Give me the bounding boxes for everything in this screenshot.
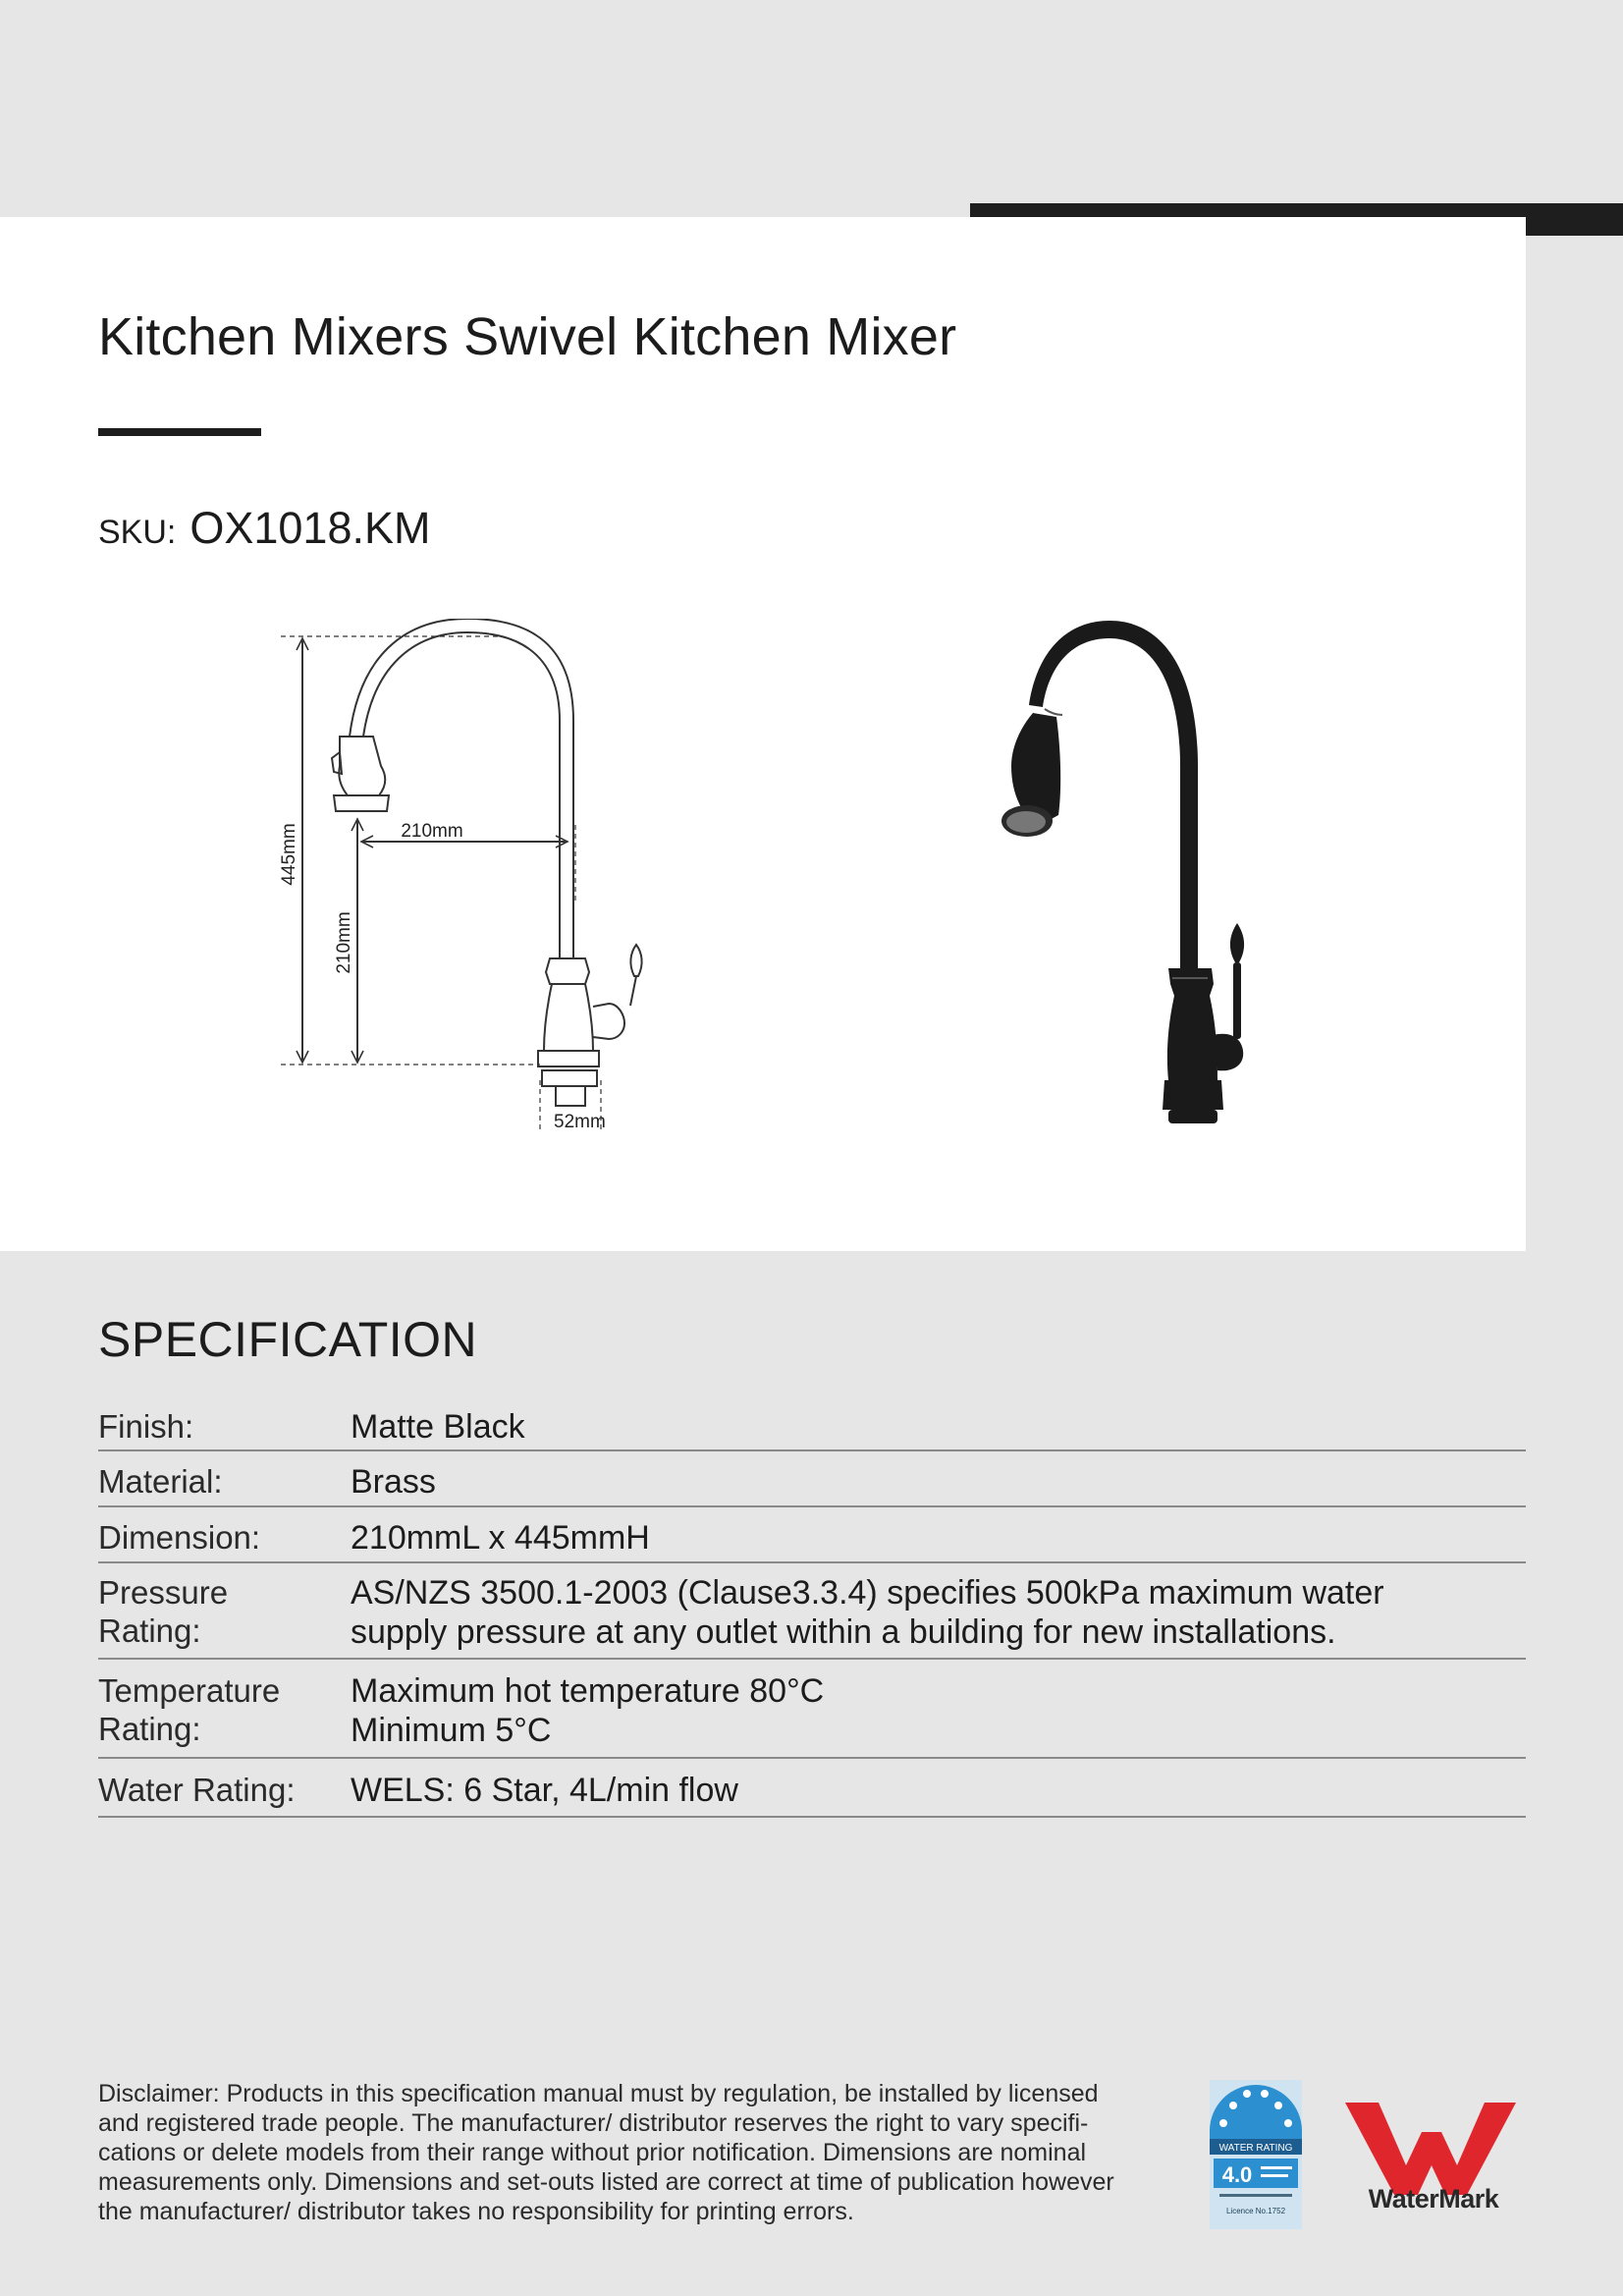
spec-label bbox=[98, 1671, 351, 1757]
spec-label-line: Temperature bbox=[98, 1672, 281, 1709]
spec-label: Material: bbox=[98, 1463, 223, 1500]
spec-value-line: Minimum 5°C bbox=[351, 1712, 552, 1749]
watermark-text: WaterMark bbox=[1368, 2184, 1499, 2214]
base-dimension-label: 52mm bbox=[554, 1112, 606, 1132]
spec-row-pressure-rating bbox=[98, 1563, 1526, 1660]
disclaimer-line: Disclaimer: Products in this specification manual must by regulation, be installed by licensed bbox=[98, 2080, 1099, 2107]
wels-rating-value: 4.0 bbox=[1221, 2162, 1253, 2187]
wels-title: WATER RATING bbox=[1218, 2143, 1293, 2154]
title-underline bbox=[98, 428, 261, 436]
specification-heading: SPECIFICATION bbox=[98, 1312, 478, 1367]
disclaimer-line: measurements only. Dimensions and set-outs listed are correct at time of publication however bbox=[98, 2168, 1114, 2196]
wels-licence: Licence No.1752 bbox=[1225, 2207, 1286, 2215]
spec-value: 210mmL x 445mmH bbox=[351, 1519, 650, 1557]
spec-row-finish bbox=[98, 1398, 1526, 1451]
spec-value bbox=[351, 1671, 1526, 1757]
spec-label-line: Rating: bbox=[98, 1613, 201, 1649]
spec-value-line: supply pressure at any outlet within a building for new installations. bbox=[351, 1613, 1336, 1651]
spec-row-material bbox=[98, 1451, 1526, 1507]
spec-label: Finish: bbox=[98, 1408, 194, 1445]
disclaimer-line: cations or delete models from their range without prior notification. Dimensions are nominal bbox=[98, 2139, 1087, 2166]
sku-label: SKU: bbox=[98, 514, 177, 551]
spec-label: Dimension: bbox=[98, 1519, 261, 1556]
spec-value: Brass bbox=[351, 1463, 436, 1501]
faucet-photo bbox=[972, 619, 1286, 1129]
spec-value-line: AS/NZS 3500.1-2003 (Clause3.3.4) specifies 500kPa maximum water bbox=[351, 1574, 1384, 1612]
spec-value-line: Maximum hot temperature 80°C bbox=[351, 1672, 825, 1710]
disclaimer-line: and registered trade people. The manufacturer/ distributor reserves the right to vary specifi- bbox=[98, 2109, 1089, 2137]
reach-dimension-label: 210mm bbox=[401, 821, 463, 842]
disclaimer-text bbox=[98, 2079, 1168, 2226]
spec-value: WELS: 6 Star, 4L/min flow bbox=[351, 1772, 738, 1809]
page-title: Kitchen Mixers Swivel Kitchen Mixer bbox=[98, 307, 957, 366]
spec-label-line: Pressure bbox=[98, 1574, 229, 1611]
specification-table bbox=[98, 1398, 1526, 1818]
disclaimer-line: the manufacturer/ distributor takes no responsibility for printing errors. bbox=[98, 2198, 854, 2225]
wels-rating-badge bbox=[1210, 2080, 1302, 2229]
faucet-dimension-drawing bbox=[265, 619, 677, 1139]
height-dimension-label: 445mm bbox=[279, 823, 299, 886]
spout-height-dimension-label: 210mm bbox=[334, 911, 354, 974]
sku-line bbox=[98, 503, 431, 554]
spec-label: Water Rating: bbox=[98, 1772, 296, 1808]
spec-value bbox=[351, 1573, 1526, 1658]
spec-row-temperature-rating bbox=[98, 1660, 1526, 1759]
spec-row-water-rating bbox=[98, 1759, 1526, 1818]
spec-label-line: Rating: bbox=[98, 1711, 201, 1747]
spec-label bbox=[98, 1573, 351, 1658]
spec-value: Matte Black bbox=[351, 1408, 525, 1446]
spec-row-dimension bbox=[98, 1507, 1526, 1563]
product-panel bbox=[0, 217, 1526, 1251]
sku-value: OX1018.KM bbox=[189, 503, 431, 553]
